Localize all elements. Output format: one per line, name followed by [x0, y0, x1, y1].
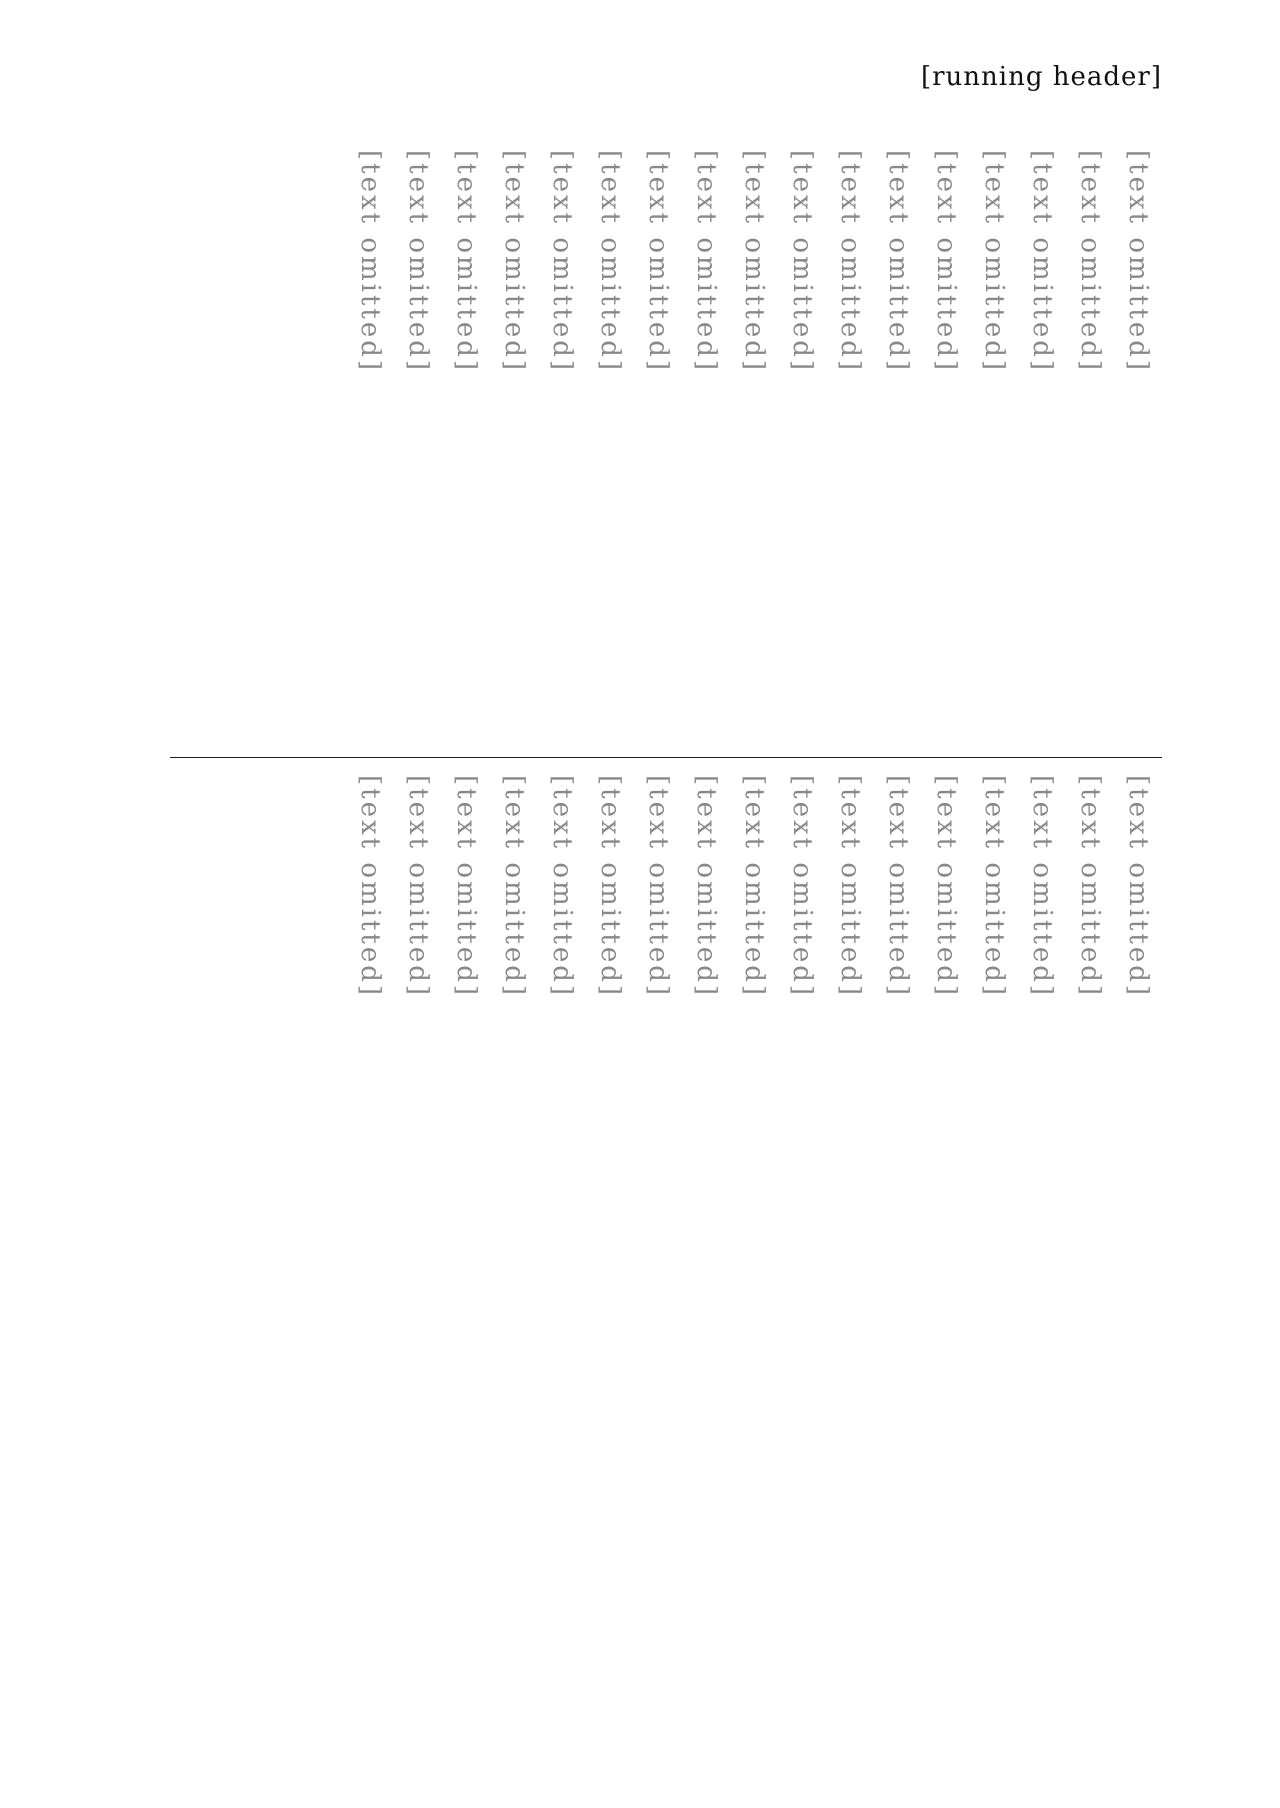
text-column: [text omitted]: [1075, 150, 1105, 374]
text-column: [text omitted]: [355, 775, 385, 999]
text-column: [text omitted]: [595, 775, 625, 999]
text-column: [text omitted]: [739, 775, 769, 999]
text-column: [text omitted]: [355, 150, 385, 374]
text-column: [text omitted]: [691, 150, 721, 374]
text-column: [text omitted]: [739, 150, 769, 374]
text-column: [text omitted]: [1123, 150, 1153, 374]
text-column: [text omitted]: [979, 150, 1009, 374]
text-column: [text omitted]: [451, 150, 481, 374]
tier-divider: [170, 757, 1162, 758]
text-column: [text omitted]: [595, 150, 625, 374]
text-column: [text omitted]: [451, 775, 481, 999]
text-column: [text omitted]: [979, 775, 1009, 999]
text-column: [text omitted]: [547, 150, 577, 374]
upper-text-block: [170, 150, 1162, 740]
text-column: [text omitted]: [931, 150, 961, 374]
text-column: [text omitted]: [403, 150, 433, 374]
text-column: [text omitted]: [499, 775, 529, 999]
text-column: [text omitted]: [787, 150, 817, 374]
text-column: [text omitted]: [1075, 775, 1105, 999]
text-column: [text omitted]: [1027, 150, 1057, 374]
text-column: [text omitted]: [1123, 775, 1153, 999]
text-column: [text omitted]: [1027, 775, 1057, 999]
text-column: [text omitted]: [691, 775, 721, 999]
text-column: [text omitted]: [883, 775, 913, 999]
text-column: [text omitted]: [835, 775, 865, 999]
text-column: [text omitted]: [787, 775, 817, 999]
text-column: [text omitted]: [499, 150, 529, 374]
text-column: [text omitted]: [643, 150, 673, 374]
text-column: [text omitted]: [835, 150, 865, 374]
text-column: [text omitted]: [547, 775, 577, 999]
text-column: [text omitted]: [403, 775, 433, 999]
text-column: [text omitted]: [643, 775, 673, 999]
text-column: [text omitted]: [883, 150, 913, 374]
lower-text-block: [170, 775, 1162, 1695]
running-header: [running header]: [920, 62, 1162, 92]
text-column: [text omitted]: [931, 775, 961, 999]
